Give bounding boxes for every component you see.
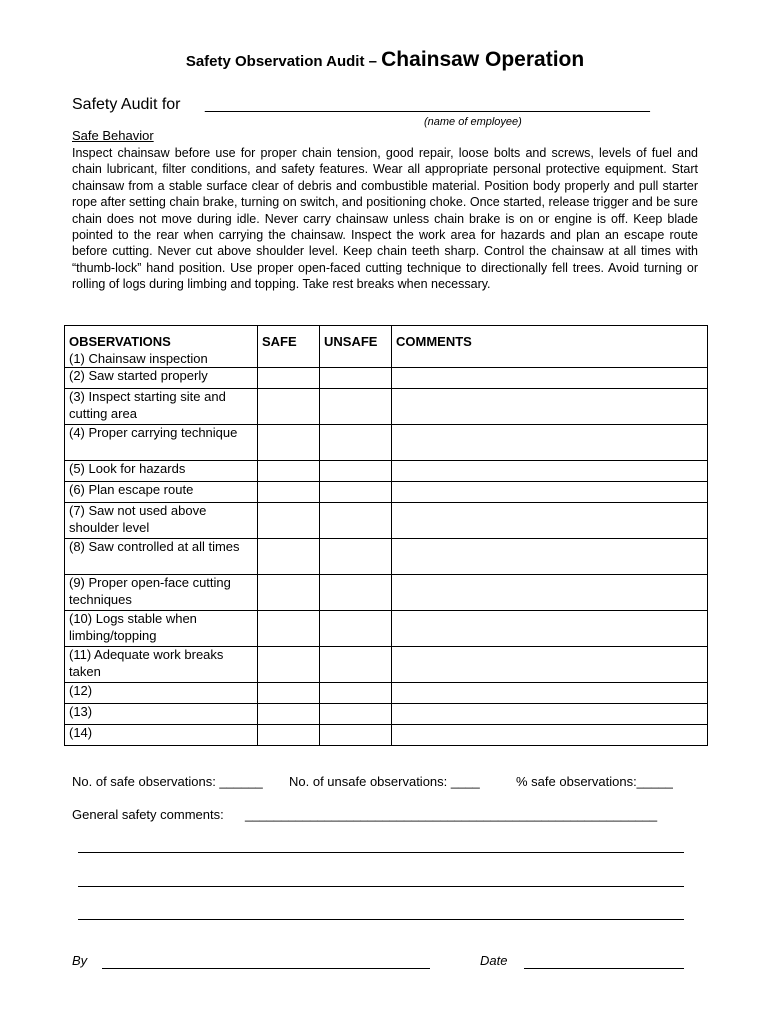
safe-cell[interactable] <box>258 482 320 503</box>
by-signature-field[interactable] <box>102 968 430 969</box>
comments-cell[interactable] <box>392 503 708 539</box>
unsafe-cell[interactable] <box>320 368 392 389</box>
unsafe-cell[interactable] <box>320 425 392 461</box>
comments-cell[interactable] <box>392 539 708 575</box>
table-header-row <box>65 326 708 368</box>
observation-label: (1) Chainsaw inspection <box>69 350 208 366</box>
safe-cell[interactable] <box>258 368 320 389</box>
comments-cell[interactable] <box>392 725 708 746</box>
observation-label: (14) <box>65 725 258 746</box>
comments-cell[interactable] <box>392 683 708 704</box>
safe-cell[interactable] <box>258 539 320 575</box>
safe-cell[interactable] <box>258 389 320 425</box>
observations-header: OBSERVATIONS <box>69 334 171 349</box>
table-row <box>65 704 708 725</box>
safe-cell[interactable] <box>258 461 320 482</box>
table-row <box>65 725 708 746</box>
table-row <box>65 539 708 575</box>
unsafe-cell[interactable] <box>320 647 392 683</box>
percent-safe-field[interactable]: % safe observations:_____ <box>516 774 673 789</box>
comments-cell[interactable] <box>392 389 708 425</box>
comments-cell[interactable] <box>392 704 708 725</box>
observations-header-cell <box>65 326 258 368</box>
observation-label: (9) Proper open-face cutting techniques <box>65 575 258 611</box>
table-row <box>65 482 708 503</box>
unsafe-cell[interactable] <box>320 725 392 746</box>
comments-cell[interactable] <box>392 461 708 482</box>
table-row <box>65 368 708 389</box>
observation-label: (11) Adequate work breaks taken <box>65 647 258 683</box>
observation-label: (13) <box>65 704 258 725</box>
observations-table <box>64 325 708 746</box>
unsafe-count-field[interactable]: No. of unsafe observations: ____ <box>289 774 480 789</box>
observation-label: (6) Plan escape route <box>65 482 258 503</box>
general-comments-field[interactable]: _________________________________________________________ <box>245 807 658 822</box>
title-main: Chainsaw Operation <box>381 48 585 71</box>
observation-label: (5) Look for hazards <box>65 461 258 482</box>
table-row <box>65 611 708 647</box>
unsafe-cell[interactable] <box>320 461 392 482</box>
unsafe-cell[interactable] <box>320 611 392 647</box>
unsafe-cell[interactable] <box>320 389 392 425</box>
employee-name-caption: (name of employee) <box>424 116 522 128</box>
comments-cell[interactable] <box>392 425 708 461</box>
comments-line[interactable] <box>78 852 684 853</box>
observation-label: (10) Logs stable when limbing/topping <box>65 611 258 647</box>
table-row <box>65 575 708 611</box>
safe-header: SAFE <box>258 326 320 368</box>
comments-cell[interactable] <box>392 611 708 647</box>
audit-for-label: Safety Audit for <box>72 96 181 113</box>
comments-line[interactable] <box>78 919 684 920</box>
by-label: By <box>72 953 88 968</box>
safe-count-field[interactable]: No. of safe observations: ______ <box>72 774 263 789</box>
unsafe-header: UNSAFE <box>320 326 392 368</box>
comments-cell[interactable] <box>392 575 708 611</box>
unsafe-cell[interactable] <box>320 575 392 611</box>
table-row <box>65 647 708 683</box>
date-field[interactable] <box>524 968 684 969</box>
safe-cell[interactable] <box>258 725 320 746</box>
general-comments-label: General safety comments: <box>72 807 224 822</box>
unsafe-cell[interactable] <box>320 482 392 503</box>
safe-cell[interactable] <box>258 683 320 704</box>
safe-cell[interactable] <box>258 704 320 725</box>
observation-label: (12) <box>65 683 258 704</box>
observation-label: (7) Saw not used above shoulder level <box>65 503 258 539</box>
table-row <box>65 461 708 482</box>
unsafe-cell[interactable] <box>320 539 392 575</box>
safe-cell[interactable] <box>258 503 320 539</box>
unsafe-cell[interactable] <box>320 683 392 704</box>
comments-header: COMMENTS <box>392 326 708 368</box>
observation-label: (2) Saw started properly <box>65 368 258 389</box>
unsafe-cell[interactable] <box>320 503 392 539</box>
safe-cell[interactable] <box>258 575 320 611</box>
title-prefix: Safety Observation Audit – <box>185 53 382 70</box>
observation-label: (8) Saw controlled at all times <box>65 539 258 575</box>
comments-cell[interactable] <box>392 482 708 503</box>
table-row <box>65 389 708 425</box>
comments-line[interactable] <box>78 886 684 887</box>
unsafe-cell[interactable] <box>320 704 392 725</box>
observation-label: (4) Proper carrying technique <box>65 425 258 461</box>
comments-cell[interactable] <box>392 368 708 389</box>
page-title <box>0 48 770 72</box>
safe-cell[interactable] <box>258 425 320 461</box>
observation-label: (3) Inspect starting site and cutting area <box>65 389 258 425</box>
comments-cell[interactable] <box>392 647 708 683</box>
safe-cell[interactable] <box>258 647 320 683</box>
table-row <box>65 425 708 461</box>
safe-cell[interactable] <box>258 611 320 647</box>
table-row <box>65 683 708 704</box>
safe-behavior-text: Inspect chainsaw before use for proper chain tension, good repair, loose bolts and screws, levels of fuel and chain lubricant, filter conditions, and safety features. Wear all appropriate personal protective equipment. Start chainsaw from a stable surface clear of debris and combustible material. Position body properly and pull starter rope after setting chain brake, turning on switch, and positioning choke. Once started, release trigger and be sure chain does not move during idle. Never carry chainsaw unless chain brake is on or engine is off. Keep blade pointed to the rear when carrying the chainsaw. Inspect the work area for hazards and plan an escape route before cutting. Never cut above shoulder level. Keep chain teeth sharp. Control the chainsaw at all times with “thumb-lock” hand position. Use proper open-faced cutting technique to directionally fell trees. Avoid turning or rolling of logs during limbing and topping. Take rest breaks when necessary. <box>72 146 698 292</box>
employee-name-field[interactable]: __________________________________________________ <box>205 96 650 113</box>
safe-behavior-heading: Safe Behavior <box>72 128 154 143</box>
table-row <box>65 503 708 539</box>
date-label: Date <box>480 953 508 968</box>
